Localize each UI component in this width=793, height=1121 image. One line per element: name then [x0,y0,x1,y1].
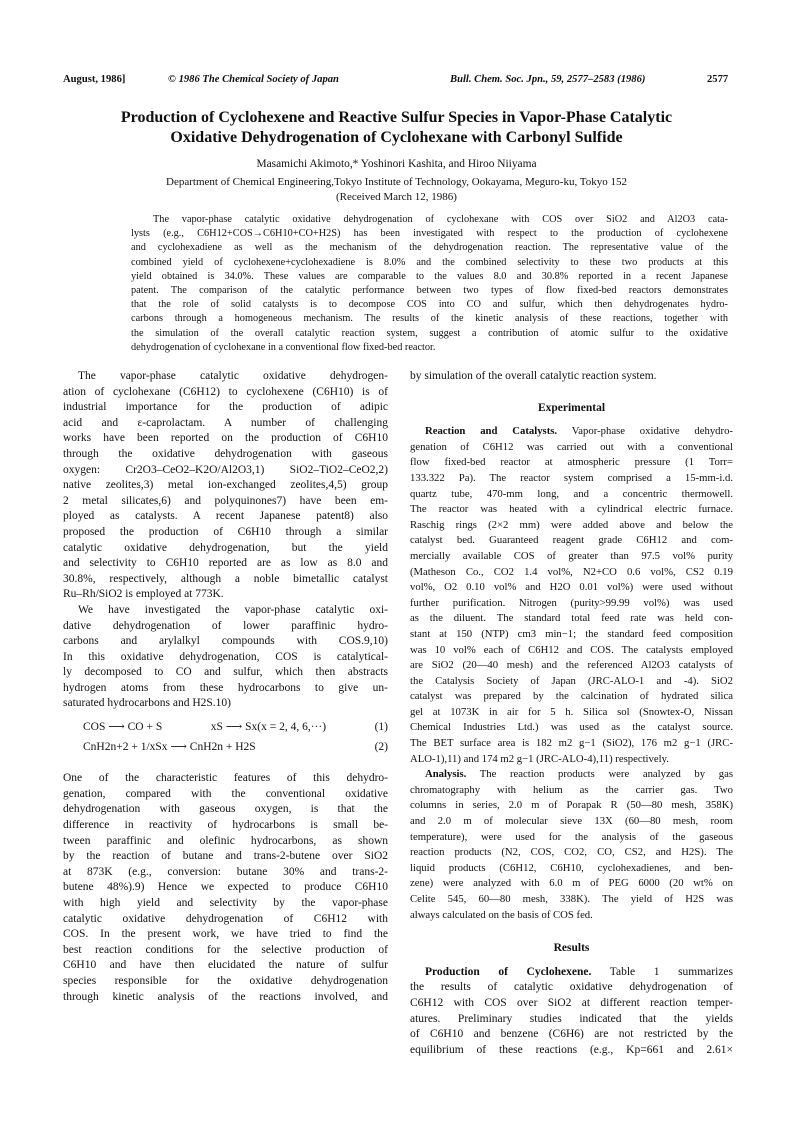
paragraph-line: flow fixed-bed reactor at atmospheric pressure (1 Torr= [410,456,733,469]
header-journal-citation: Bull. Chem. Soc. Jpn., 59, 2577–2583 (1986) [450,74,646,85]
paragraph-line: One of the characteristic features of this dehydro- [63,772,388,785]
equation-1-middle: xS ⟶ Sx(x = 2, 4, 6,···) [210,721,327,734]
abstract-line: combined yield of cyclohexene+cyclohexadiene is 8.0% and the combined selectivity to these two products at this [131,256,728,268]
paragraph-line: atures. Preliminary studies indicated that the yields [410,1012,733,1025]
paragraph-line: gel at 1073K in air for 5 h. Silica sol (Snowtex-O, Nissan [410,705,733,718]
paragraph-line: hydrogen atoms from these hydrocarbons to give un- [63,681,388,694]
header-date: August, 1986] [63,74,126,85]
paragraph-line: through the oxidative dehydrogenation with gaseous [63,447,388,460]
paragraph-line: (Matheson Co., CO2 1.4 vol%, N2+CO 0.6 vol%, CS2 0.19 [410,565,733,578]
reaction-catalysts-runin: Reaction and Catalysts. [425,425,558,438]
paragraph-line: genation of C6H12 was carried out with a conventional [410,440,733,453]
paragraph-line: mercially available COS of greater than 97.5 vol% purity [410,549,733,562]
paragraph-line: 30.8%, respectively, although a noble bimetallic catalyst [63,572,388,585]
paragraph-line: as the diluent. The standard total feed rate was held con- [410,612,733,625]
intro-continuation: by simulation of the overall catalytic reaction system. [410,370,657,382]
reaction-and-catalysts-paragraph [410,424,733,767]
paragraph-line: Celite 545, 60—80 mesh, 338K). The yield of H2S was [410,893,733,905]
paragraph-line: dative dehydrogenation of lower paraffinic hydro- [63,619,388,632]
title-line-1: Production of Cyclohexene and Reactive Sulfur Species in Vapor-Phase Catalytic [120,109,673,126]
paragraph-line: chromatography with helium as the carrier gas. Two [410,783,733,796]
analysis-first-line: Analysis. The reaction products were analyzed by gas [425,768,733,781]
reaction-catalysts-first-line: Reaction and Catalysts. Vapor-phase oxidative dehydro- [425,425,733,438]
paragraph-line: catalyst was prepared by the calcination of hydrated silica [410,690,733,703]
paragraph-line: difference in reactivity of hydrocarbons is small be- [63,819,388,832]
paragraph-line: saturated hydrocarbons and H2S.10) [63,697,231,710]
abstract-line: patent. The comparison of the catalytic performance between two types of flow fixed-bed reactors demonstrates [131,285,728,297]
equation-2-number: (2) [374,740,388,753]
production-first-line: Production of Cyclohexene. Table 1 summarizes [425,965,733,978]
paragraph-line: ly decomposed to CO and sulfur, which then abstracts [63,666,388,679]
affiliation: Department of Chemical Engineering,Tokyo Institute of Technology, Ookayama, Meguro-ku, Tokyo 152 [166,176,627,188]
paragraph-line: by the reaction of butane and trans-2-butene over SiO2 [63,850,388,863]
paragraph-line: zene) were analyzed with 6.0 m of PEG 6000 (20 wt% on [410,877,733,890]
production-of-cyclohexene-paragraph [410,965,733,1059]
article-title [60,108,733,148]
experimental-heading: Experimental [537,401,606,414]
received-date: (Received March 12, 1986) [336,191,457,203]
paragraph-line: The vapor-phase catalytic oxidative dehydrogen- [78,370,388,382]
paragraph-line: liquid products (C6H12, C6H10, cyclohexadienes, and ben- [410,861,733,874]
paragraph-line: C6H12 with COS over SiO2 at different reaction temper- [410,996,733,1009]
paragraph-line: native zeolites,3) metal ion-exchanged zeolites,4,5) group [63,479,388,492]
paragraph-line: best reaction conditions for the selective production of [63,943,388,956]
paragraph-line: 133.322 Pa). The reactor system comprised a 15-mm-i.d. [410,471,733,484]
paragraph-line: and selectivity to C6H10 reported are as low as 8.0 and [63,557,388,570]
paragraph-line: of C6H10 and benzene (C6H6) are not restricted by the [410,1028,733,1041]
paragraph-line: ation of cyclohexane (C6H12) to cyclohexene (C6H10) is of [63,385,388,398]
paragraph-line: catalyst bed. Guaranteed reagent grade C6H12 and com- [410,534,733,547]
paragraph-line: the results of catalytic oxidative dehydrogenation of [410,981,733,994]
intro-paragraph-3 [63,771,388,1005]
paragraph-line: oxygen: Cr2O3–CeO2–K2O/Al2O3,1) SiO2–TiO2–CeO2,2) [63,463,388,476]
paragraph-line: ployed as catalysts. A recent Japanese patent8) also [63,510,388,523]
paragraph-line: are SiO2 (20—40 mesh) and the referenced Al2O3 catalysts of [410,659,733,672]
paragraph-line: The BET surface area is 182 m2 g−1 (SiO2), 176 m2 g−1 (JRC- [410,737,733,750]
paragraph-line: catalytic oxidative dehydrogenation, but the yield [63,541,388,554]
paragraph-line: Ru–Rh/SiO2 is employed at 773K. [63,588,224,601]
abstract-line: lysts (e.g., C6H12+COS→C6H10+CO+H2S) has been investigated with respect to the production of cyclohexene [131,228,728,240]
paragraph-line: dehydrogenation with gaseous oxygen, is that the [63,803,388,816]
paragraph-line: through kinetic analysis of the reactions involved, and [63,990,388,1003]
abstract-line: The vapor-phase catalytic oxidative dehydrogenation of cyclohexane with COS over SiO2 and Al2O3 cata- [153,214,728,225]
paragraph-line: temperature), were used for the analysis of the gaseous [410,830,733,843]
paragraph-line: industrial importance for the production of adipic [63,401,388,414]
paragraph-line: COS. In the present work, we have tried to find the [63,928,388,941]
header-page-number: 2577 [707,74,729,85]
paragraph-line: The reactor was heated with a cylindrical electric furnace. [410,503,733,516]
author-list: Masamichi Akimoto,* Yoshinori Kashita, and Hiroo Niiyama [256,158,537,170]
abstract-line: yield obtained is 34.0%. These values are comparable to the values 8.0 and 30.8% reported in a recent Japanese [131,270,728,282]
paragraph-line: species responsible for the oxidative dehydrogenation [63,974,388,987]
paragraph-line: C6H10 and have then elucidated the nature of sulfur [63,959,388,972]
paragraph-line: proposed the production of C6H10 through a similar [63,525,388,538]
paragraph-line: carbons and arylalkyl compounds with COS.9,10) [63,635,388,648]
abstract-line: and cyclohexadiene as well as the mechanism of the dehydrogenation reaction. The representative value of the [131,242,728,254]
paragraph-line: at 873K (e.g., conversion: butane 30% and trans-2- [63,865,388,878]
paragraph-line: was 10 vol% each of C6H12 and COS. The catalysts employed [410,643,733,656]
abstract-line: that the role of solid catalysts is to decompose COS into CO and sulfur, which then dehydrogenates hydro- [131,299,728,311]
affiliation-block [0,175,793,205]
equation-1-left: COS ⟶ CO + S [83,721,163,734]
abstract-line: dehydrogenation of cyclohexane in a conventional flow fixed-bed reactor. [131,341,436,353]
paragraph-line: vol%, O2 0.10 vol% and H2O 0.01 vol%) were used without [410,581,733,594]
analysis-runin: Analysis. [425,768,467,781]
paragraph-line: and 2.0 m of molecular sieve 13X (60—80 mesh, room [410,815,733,828]
paragraph-line: equilibrium of these reactions (e.g., Kp=661 and 2.61× [410,1043,733,1056]
paragraph-line: the Catalysis Society of Japan (JRC-ALO-1 and -4). SiO2 [410,674,733,687]
paragraph-line: butene 48%).9) Hence we expected to produce C6H10 [63,881,388,894]
paragraph-line: further purification. Nitrogen (purity>99.99 vol%) was used [410,596,733,609]
paragraph-line: ALO-1),11) and 174 m2 g−1 (JRC-ALO-4),11) respectively. [410,752,669,765]
abstract [131,213,728,355]
abstract-line: carbons through a homogeneous mechanism. The results of the kinetic analysis of these reactions, together with [131,313,728,325]
paragraph-line: columns in series, 2.0 m of Porapak R (50—80 mesh, 358K) [410,799,733,812]
equation-2 [63,740,388,756]
header-copyright: © 1986 The Chemical Society of Japan [168,74,339,85]
intro-paragraph-1 [63,369,388,603]
right-column [410,369,733,1058]
paragraph-line: reaction products (N2, COS, CO2, CO, CS2, and H2S). The [410,846,733,859]
left-column [63,369,388,1005]
paragraph-line: tween paraffinic and olefinic hydrocarbons, as shown [63,834,388,847]
equation-1 [63,720,388,736]
intro-paragraph-2 [63,603,388,712]
abstract-line: the simulation of the overall catalytic reaction system, suggest a contribution of atomic sulfur to the oxidative [131,327,728,339]
paragraph-line: catalytic oxidative dehydrogenation of C6H12 with [63,912,388,925]
paragraph-line: always calculated on the basis of COS fed. [410,908,593,921]
paragraph-line: quartz tube, 470-mm long, and a concentric thermowell. [410,487,733,500]
paragraph-line: stant at 150 (NTP) cm3 min−1; the standard feed composition [410,627,733,640]
paragraph-line: works have been reported on the production of C6H10 [63,432,388,445]
paragraph-line: Raschig rings (2×2 mm) were added above and below the [410,518,733,531]
paragraph-line: 2 metal silicates,6) and polyquinones7) have been em- [63,494,388,507]
production-runin: Production of Cyclohexene. [425,965,592,978]
paragraph-line: acid and ε-caprolactam. A number of challenging [63,416,388,429]
paragraph-line: In this oxidative dehydrogenation, COS is catalytical- [63,650,388,663]
paragraph-line: We have investigated the vapor-phase catalytic oxi- [78,603,388,616]
equation-2-body: CnH2n+2 + 1/xSx ⟶ CnH2n + H2S [83,740,256,753]
paragraph-line: with high yield and selectivity by the vapor-phase [63,897,388,909]
paragraph-line: Chemical Industries Ltd.) was used as the catalyst source. [410,721,733,734]
equation-1-number: (1) [374,721,388,734]
analysis-paragraph [410,767,733,923]
title-line-2: Oxidative Dehydrogenation of Cyclohexane with Carbonyl Sulfide [170,129,623,146]
paragraph-line: genation, compared with the conventional oxidative [63,787,388,800]
results-heading: Results [553,942,590,955]
